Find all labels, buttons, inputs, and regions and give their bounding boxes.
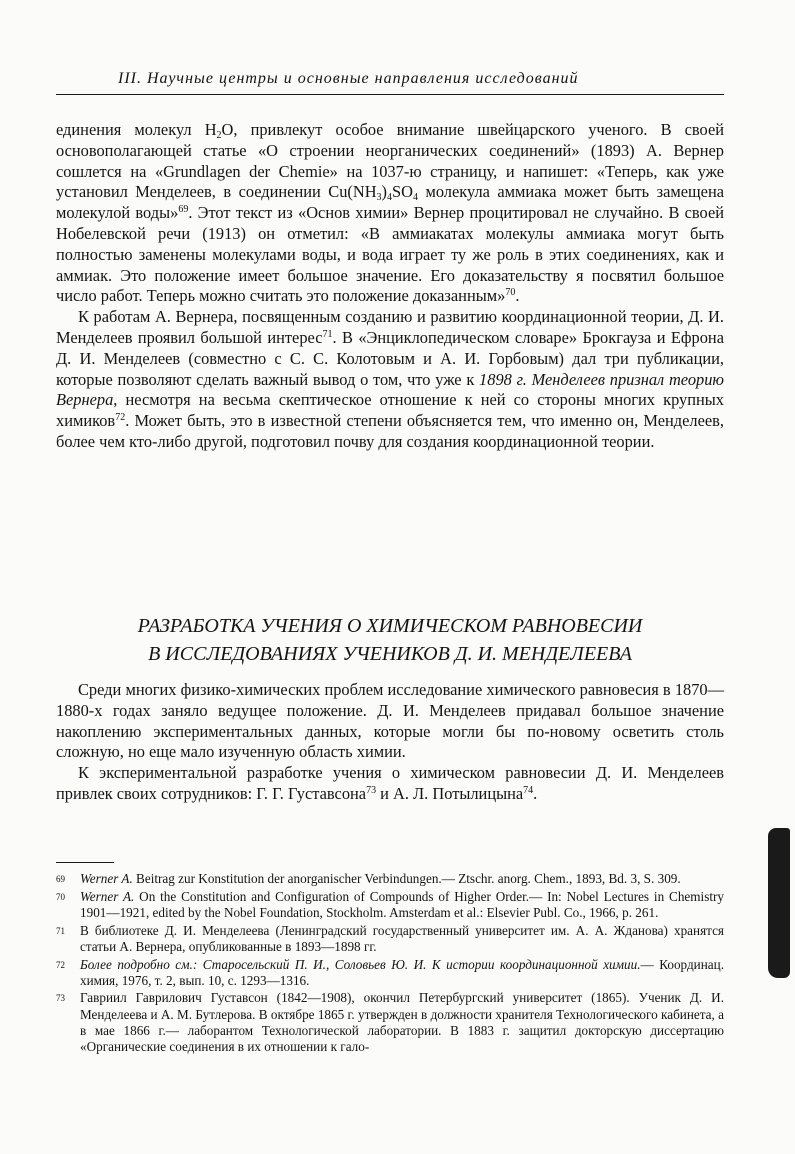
- footnote-69: [56, 871, 724, 887]
- paragraph-3: Среди многих физико-химических проблем исследование химического равновесия в 1870—1880-х годах заняло ведущее положение. Д. И. Менделеев придавал большое значение накоплению экспериментальных данных, которые могли бы по-новому осветить столь сложную, но еще мало изученную область химии.: [56, 680, 724, 762]
- running-header: III. Научные центры и основные направления исследований: [118, 70, 579, 87]
- text-run: . Этот текст из «Основ химии» Вернер процитировал не случайно. В своей Нобелевской речи (1913) он отметил: «В аммиакатах молекулы аммиака могут быть полностью заменены молекулами воды, и вода играет ту же роль в этих соединениях, как и аммиак. Это положение имеет большое значение. Его доказательству я посвятил большое число работ. Теперь можно считать это положение доказанным»: [56, 203, 724, 306]
- footnote-author: Werner A.: [80, 888, 135, 904]
- footnote-ref: 72: [115, 412, 126, 424]
- text-run: .: [533, 783, 538, 803]
- body-text-upper: [56, 120, 724, 453]
- footnote-number: 73: [56, 993, 65, 1004]
- text-run: O, привлекут особое внимание швейцарского ученого. В своей основополагающей статье «О строении неорганических соединений» (1893) А. Вернер сошлется на «Grundlagen der Chemie» на 1037-ю страницу, и напишет: «Теперь, как уже установил Менделеев, в соединении Cu(NH: [56, 120, 724, 202]
- footnote-73: [56, 990, 724, 1055]
- footnote-70: [56, 889, 724, 921]
- text-run: . Может быть, это в известной степени объясняется тем, что именно он, Менделеев, более чем кто-либо другой, подготовил почву для создания координационной теории.: [56, 411, 724, 451]
- footnote-71: [56, 923, 724, 955]
- footnote-text: — Координац. химия, 1976, т. 2, вып. 10, с. 1293—1316.: [80, 956, 725, 988]
- footnote-number: 72: [56, 959, 65, 970]
- footnote-number: 71: [56, 925, 65, 936]
- body-text-lower: [56, 680, 724, 805]
- header-rule: [56, 94, 724, 95]
- italic-run: 1898 г. Менделеев признал теорию Вернера: [56, 369, 724, 410]
- paragraph-1: [56, 120, 724, 307]
- subscript: 4: [412, 192, 418, 204]
- subscript: 2: [216, 130, 222, 141]
- text-run: К работам А. Вернера, посвященным созданию и развитию координационной теории, Д. И. Менделеев проявил большой интерес: [56, 307, 724, 347]
- footnote-ref: 71: [322, 328, 333, 340]
- subscript: 4: [387, 192, 392, 204]
- text-run: .: [515, 286, 520, 306]
- footnote-text: В библиотеке Д. И. Менделеева (Ленинградский государственный университет им. А. А. Жданова) хранятся статьи А. Вернера, опубликованные в 1893—1898 гг.: [80, 922, 724, 954]
- subscript: 3: [376, 192, 382, 204]
- text-run: К экспериментальной разработке учения о химическом равновесии Д. И. Менделеев привлек своих сотрудников: Г. Г. Густавсона: [56, 763, 724, 803]
- section-title-line-2: В ИССЛЕДОВАНИЯХ УЧЕНИКОВ Д. И. МЕНДЕЛЕЕВА: [148, 643, 632, 665]
- section-title-line-1: РАЗРАБОТКА УЧЕНИЯ О ХИМИЧЕСКОМ РАВНОВЕСИИ: [137, 615, 643, 637]
- footnote-72: [56, 957, 724, 989]
- footnote-number: 70: [56, 891, 65, 902]
- text-run: , несмотря на весьма скептическое отношение к ней со стороны многих крупных химиков: [56, 390, 724, 431]
- text-run: молекула аммиака может быть замещена молекулой воды»: [56, 182, 724, 223]
- footnote-author: Werner A.: [80, 871, 133, 886]
- text-run: единения молекул H: [56, 120, 217, 139]
- footnote-ref: 74: [523, 784, 534, 796]
- text-run: SO: [392, 182, 413, 202]
- footnote-number: 69: [56, 874, 65, 884]
- margin-ink-mark: [768, 828, 790, 978]
- footnote-text: On the Constitution and Configuration of Compounds of Higher Order.— In: Nobel Lectures in Chemistry 1901—1921, edited by the Nobel Foundation, Stockholm. Amsterdam et al.: Elsevier Publ. Co., 1966, p. 261.: [80, 888, 724, 920]
- section-title: [56, 612, 724, 668]
- footnote-rule: [56, 862, 114, 863]
- footnote-ref: 69: [178, 204, 189, 216]
- text-run: . В «Энциклопедическом словаре» Брокгауза и Ефрона Д. И. Менделеев (совместно с С. С. Колотовым и А. И. Горбовым) дал три публикации, которые позволяют сделать важный вывод о том, что уже к: [56, 327, 724, 389]
- footnote-source: Более подробно см.: Старосельский П. И., Соловьев Ю. И. К истории координационной химии.: [80, 956, 641, 972]
- footnote-text: Гавриил Гаврилович Густавсон (1842—1908), окончил Петербургский университет (1865). Ученик Д. И. Менделеева и А. М. Бутлерова. В октябре 1865 г. утвержден в должности хранителя Технологического кабинета, а в мае 1866 г.— лаборантом Технологической лаборатории. В 1883 г. защитил докторскую диссертацию «Органические соединения в их отношении к гало-: [80, 990, 724, 1055]
- footnotes: [56, 871, 724, 1057]
- paragraph-2: [56, 307, 724, 453]
- text-run: ): [381, 182, 387, 202]
- footnote-ref: 73: [366, 784, 377, 796]
- text-run: и А. Л. Потылицына: [376, 783, 524, 803]
- footnote-ref: 70: [505, 287, 516, 299]
- footnote-text: Beitrag zur Konstitution der anorganischer Verbindungen.— Ztschr. anorg. Chem., 1893, Bd. 3, S. 309.: [132, 871, 681, 886]
- paragraph-4: [56, 763, 724, 805]
